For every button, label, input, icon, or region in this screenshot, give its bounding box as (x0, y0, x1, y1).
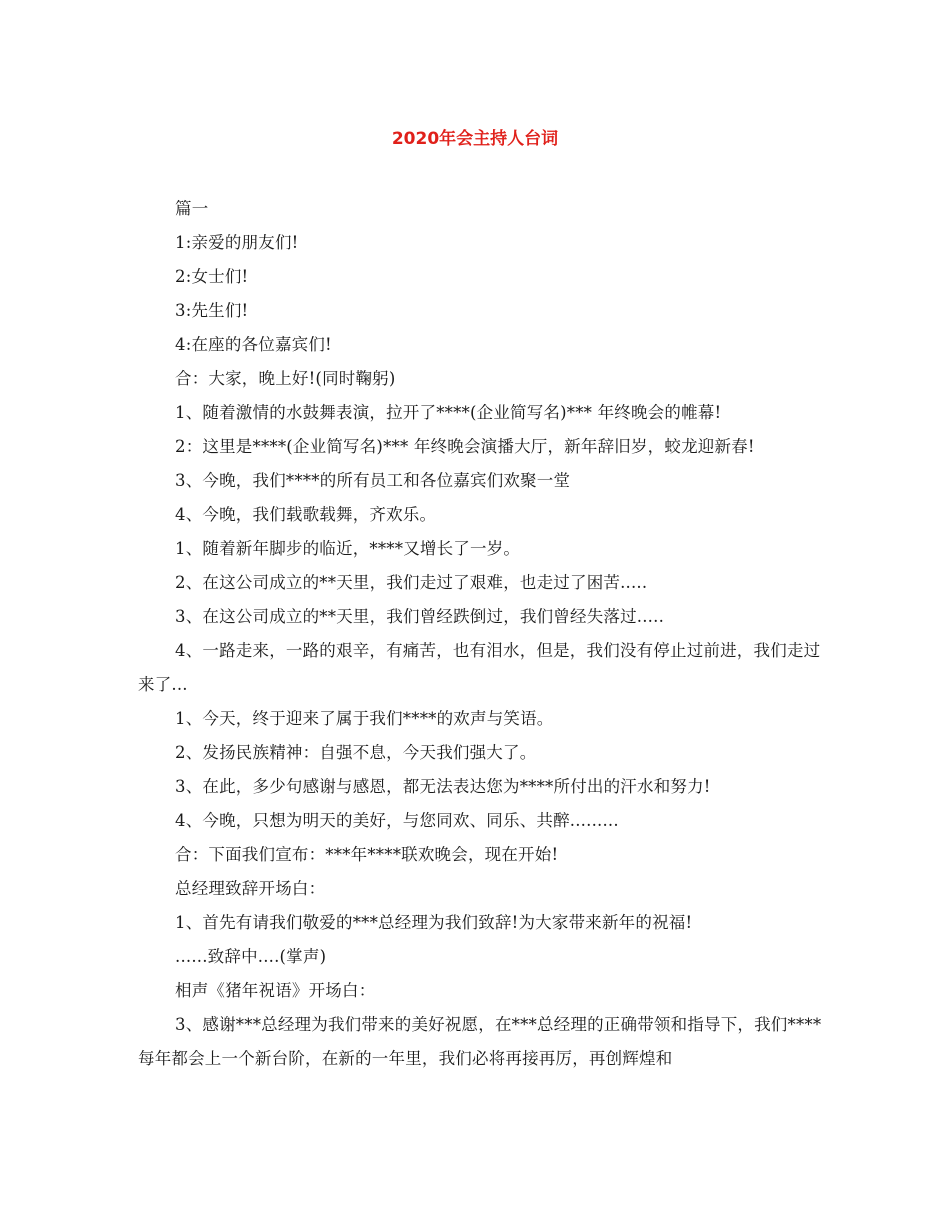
paragraph: 2、发扬民族精神：自强不息，今天我们强大了。 (175, 743, 537, 762)
document-title: 2020年会主持人台词 (391, 129, 559, 149)
paragraph: 相声《猪年祝语》开场白： (175, 981, 376, 1000)
paragraph: 4、今晚，只想为明天的美好，与您同欢、同乐、共醉......... (175, 811, 619, 830)
paragraph: 1、随着激情的水鼓舞表演，拉开了****(企业简写名)*** 年终晚会的帷幕! (175, 403, 722, 422)
paragraph: 总经理致辞开场白： (175, 879, 326, 898)
paragraph: 3、感谢***总经理为我们带来的美好祝愿，在***总经理的正确带领和指导下，我们****每年都会上一个新台阶，在新的一年里，我们必将再接再厉，再创辉煌和 (138, 1015, 822, 1068)
paragraph: 3、今晚，我们****的所有员工和各位嘉宾们欢聚一堂 (175, 471, 571, 490)
paragraph: 4:在座的各位嘉宾们! (175, 335, 332, 354)
paragraph: 2:女士们! (175, 267, 249, 286)
document-body (138, 192, 828, 1076)
paragraph: 合：大家，晚上好!(同时鞠躬) (175, 369, 396, 388)
paragraph: 1、首先有请我们敬爱的***总经理为我们致辞!为大家带来新年的祝福! (175, 913, 693, 932)
paragraph: 3、在这公司成立的**天里，我们曾经跌倒过，我们曾经失落过..... (175, 607, 665, 626)
paragraph: 2：这里是****(企业简写名)*** 年终晚会演播大厅，新年辞旧岁，蛟龙迎新春! (175, 437, 755, 456)
paragraph: 3:先生们! (175, 301, 249, 320)
paragraph: 1:亲爱的朋友们! (175, 233, 299, 252)
paragraph: 1、随着新年脚步的临近，****又增长了一岁。 (175, 539, 521, 558)
paragraph: 1、今天，终于迎来了属于我们****的欢声与笑语。 (175, 709, 554, 728)
paragraph: 3、在此，多少句感谢与感恩，都无法表达您为****所付出的汗水和努力! (175, 777, 711, 796)
paragraph: 4、一路走来，一路的艰辛，有痛苦，也有泪水，但是，我们没有停止过前进，我们走过来了... (138, 641, 821, 694)
paragraph: ......致辞中....(掌声) (175, 947, 327, 966)
paragraph: 2、在这公司成立的**天里，我们走过了艰难，也走过了困苦..... (175, 573, 648, 592)
paragraph: 篇一 (175, 199, 209, 218)
paragraph: 4、今晚，我们载歌载舞，齐欢乐。 (175, 505, 437, 524)
paragraph: 合：下面我们宣布：***年****联欢晚会，现在开始! (175, 845, 559, 864)
